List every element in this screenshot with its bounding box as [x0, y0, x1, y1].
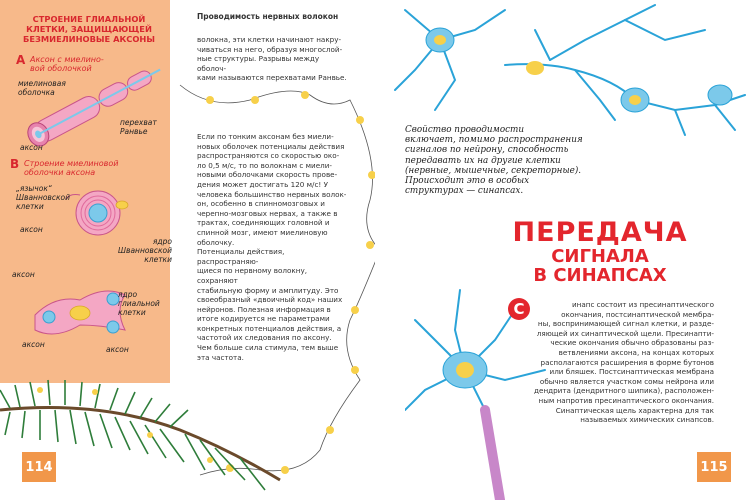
label-ranvier-node: перехват Ранвье — [120, 118, 157, 136]
label-axon-a: аксон — [20, 143, 43, 152]
right-page — [375, 0, 750, 500]
synapse-paragraph: инапс состоит из пресинаптического окончания, постсинаптической мембра- ны, воспринимающей сигнал клетки, и разде- ляющей их синаптической щели. Пресинапти- ческие окончания обычно образованы раз- ветвлениями аксона, на концах которых располагаются расширения в форме бутонов или бляшек. Постсинаптическая мембрана обычно является участком сомы нейрона или дендрита (дендритного шипика), расположен- ным напротив пресинаптического окончания. Синаптическая щель характерна для так называемых химических синапсов. — [534, 300, 714, 425]
label-axon-c2: аксон — [22, 340, 45, 349]
label-schwann-nucleus: ядро Шванновской клетки — [118, 237, 172, 264]
drop-cap: С — [508, 298, 530, 320]
column2-text: Если по тонким аксонам без миели- новых оболочек потенциалы действия распространяются со скоростью око- ло 0,5 м/с, то по волокнам с миели- новыми оболочками скорость прове- дения может достигать 120 м/с! У человека большинство нервных волок- он, особенно в спинномозговых и черепно-мозговых нервах, а также в трактах, соединяющих головной и спинной мозг, имеют миелиновую оболочку. Потенциалы действия, распространяю- щиеся по нервному волокну, сохраняют стабильную форму и амплитуду. Это своеобразный «двоичный код» наших нейронов. Полезная информация в итоге кодируется не параметрами конкретных потенциалов действия, а частотой их следования по аксону. Чем больше сила стимула, тем выше эта частота. — [197, 132, 347, 362]
neuron-network-illustration — [375, 0, 750, 140]
label-axon-c1: аксон — [12, 270, 35, 279]
page-number-left: 114 — [22, 452, 56, 482]
page-header: Проводимость нервных волокон — [197, 12, 339, 21]
column1-text: волокна, эти клетки начинают накру- чиваться на него, образуя многослой- ные структуры. Разрывы между оболоч- ками называются перехватами Ранвье. — [197, 35, 347, 83]
section-a-letter: А — [16, 53, 26, 67]
section-title: ПЕРЕДАЧА СИГНАЛА В СИНАПСАХ — [512, 217, 688, 286]
label-axon-c3: аксон — [106, 345, 129, 354]
intro-paragraph: Свойство проводимости включает, помимо распространения сигналов по нейрону, способность передавать их на другие клетки (нервные, мышечные, секреторные). Происходит это в особых структурах — синапсах. — [405, 125, 583, 197]
section-b-caption: Строение миелиновой оболочки аксона — [24, 159, 119, 177]
page-number-right: 115 — [697, 452, 731, 482]
label-myelin-sheath: миелиновая оболочка — [18, 79, 66, 97]
label-axon-b: аксон — [20, 225, 43, 234]
label-schwann-tongue: „язычок“ Шванновской клетки — [16, 184, 70, 211]
label-glial-nucleus: ядро глиальной клетки — [118, 290, 160, 317]
sidebar-title: СТРОЕНИЕ ГЛИАЛЬНОЙ КЛЕТКИ, ЗАЩИЩАЮЩЕЙ БЕЗМИЕЛИНОВЫЕ АКСОНЫ — [23, 14, 155, 44]
section-a-caption: Аксон с миелино- вой оболочкой — [30, 55, 104, 73]
section-b-letter: В — [10, 157, 20, 171]
